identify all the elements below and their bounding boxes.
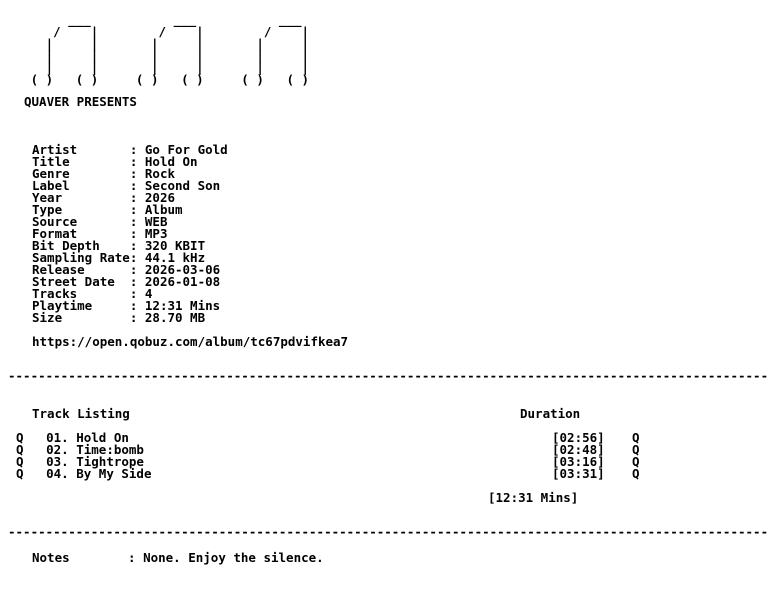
detail-label: Size (32, 310, 130, 325)
logo-art-line-5: | | | | | | (8, 60, 310, 75)
track-duration: [02:48] (552, 442, 605, 457)
detail-row-release: Release : 2026-03-06 (32, 262, 221, 277)
detail-row-genre: Genre : Rock (32, 166, 176, 181)
track-duration: [03:16] (552, 454, 605, 469)
detail-row-size: Size : 28.70 MB (32, 310, 206, 325)
detail-label: Source (32, 214, 130, 229)
track-title: Tightrope (76, 454, 144, 469)
detail-value: Album (144, 202, 183, 217)
notes-row (128, 552, 324, 564)
track-marker-right: Q (632, 430, 640, 445)
logo-art-line-6: ( ) ( ) ( ) ( ) ( ) ( ) (8, 72, 310, 87)
nfo-document (8, 8, 768, 592)
detail-label: Format (32, 226, 130, 241)
divider-line: ----------------------------------------------------------------------------------------------------- (8, 524, 768, 539)
detail-row-title: Title : Hold On (32, 154, 198, 169)
duration-heading: Duration (520, 406, 581, 421)
divider-line: ----------------------------------------------------------------------------------------------------- (8, 368, 768, 383)
notes-label: Notes (32, 550, 70, 565)
detail-label: Type (32, 202, 130, 217)
logo-art-line-2: / | / | / | (8, 24, 310, 39)
detail-value: MP3 (144, 226, 168, 241)
detail-value: Hold On (144, 154, 198, 169)
detail-row-playtime: Playtime : 12:31 Mins (32, 298, 221, 313)
track-number: 03. (46, 454, 69, 469)
track-duration: [03:31] (552, 466, 605, 481)
track-title: By My Side (76, 466, 152, 481)
track-row (16, 468, 151, 480)
logo-art-line-4: | | | | | | (8, 48, 310, 63)
track-marker: Q (16, 454, 24, 469)
notes-text: None. Enjoy the silence. (143, 550, 324, 565)
track-number: 04. (46, 466, 69, 481)
track-marker-right: Q (632, 466, 640, 481)
detail-value: 28.70 MB (144, 310, 206, 325)
detail-label: Tracks (32, 286, 130, 301)
detail-row-source: Source : WEB (32, 214, 168, 229)
notes-separator: : (128, 550, 136, 565)
detail-value: 2026 (144, 190, 176, 205)
detail-label: Release (32, 262, 130, 277)
detail-row-format: Format : MP3 (32, 226, 168, 241)
detail-value: 320 KBIT (144, 238, 206, 253)
detail-row-tracks: Tracks : 4 (32, 286, 153, 301)
detail-label: Bit Depth (32, 238, 130, 253)
total-duration: [12:31 Mins] (488, 490, 579, 505)
detail-value: 2026-03-06 (144, 262, 221, 277)
track-marker: Q (16, 430, 24, 445)
logo-art-line-1: ___ ___ ___ (8, 12, 302, 27)
detail-label: Title (32, 154, 130, 169)
detail-value: 12:31 Mins (144, 298, 221, 313)
track-title: Time:bomb (76, 442, 144, 457)
presents-header: QUAVER PRESENTS (24, 94, 137, 109)
detail-label: Year (32, 190, 130, 205)
detail-label: Artist (32, 142, 130, 157)
track-marker: Q (16, 466, 24, 481)
track-marker: Q (16, 442, 24, 457)
detail-value: 44.1 kHz (144, 250, 206, 265)
track-number: 01. (46, 430, 69, 445)
detail-row-label: Label : Second Son (32, 178, 221, 193)
track-marker-right: Q (632, 454, 640, 469)
detail-value: 2026-01-08 (144, 274, 221, 289)
track-listing-heading: Track Listing (32, 406, 130, 421)
detail-row-year: Year : 2026 (32, 190, 176, 205)
detail-row-sampling-rate: Sampling Rate: 44.1 kHz (32, 250, 206, 265)
detail-row-artist: Artist : Go For Gold (32, 142, 228, 157)
detail-value: Second Son (144, 178, 221, 193)
detail-value: WEB (144, 214, 168, 229)
detail-value: Rock (144, 166, 176, 181)
detail-label: Street Date (32, 274, 130, 289)
track-number: 02. (46, 442, 69, 457)
detail-label: Playtime (32, 298, 130, 313)
detail-label: Label (32, 178, 130, 193)
detail-value: Go For Gold (144, 142, 228, 157)
album-url[interactable]: https://open.qobuz.com/album/tc67pdvifkea7 (32, 334, 349, 349)
track-marker-right: Q (632, 442, 640, 457)
track-title: Hold On (76, 430, 129, 445)
detail-row-bit-depth: Bit Depth : 320 KBIT (32, 238, 206, 253)
detail-value: 4 (144, 286, 153, 301)
detail-label: Sampling Rate (32, 250, 130, 265)
detail-row-street-date: Street Date : 2026-01-08 (32, 274, 221, 289)
logo-art-line-3: | | | | | | (8, 36, 310, 51)
detail-row-type: Type : Album (32, 202, 183, 217)
detail-label: Genre (32, 166, 130, 181)
track-duration: [02:56] (552, 430, 605, 445)
